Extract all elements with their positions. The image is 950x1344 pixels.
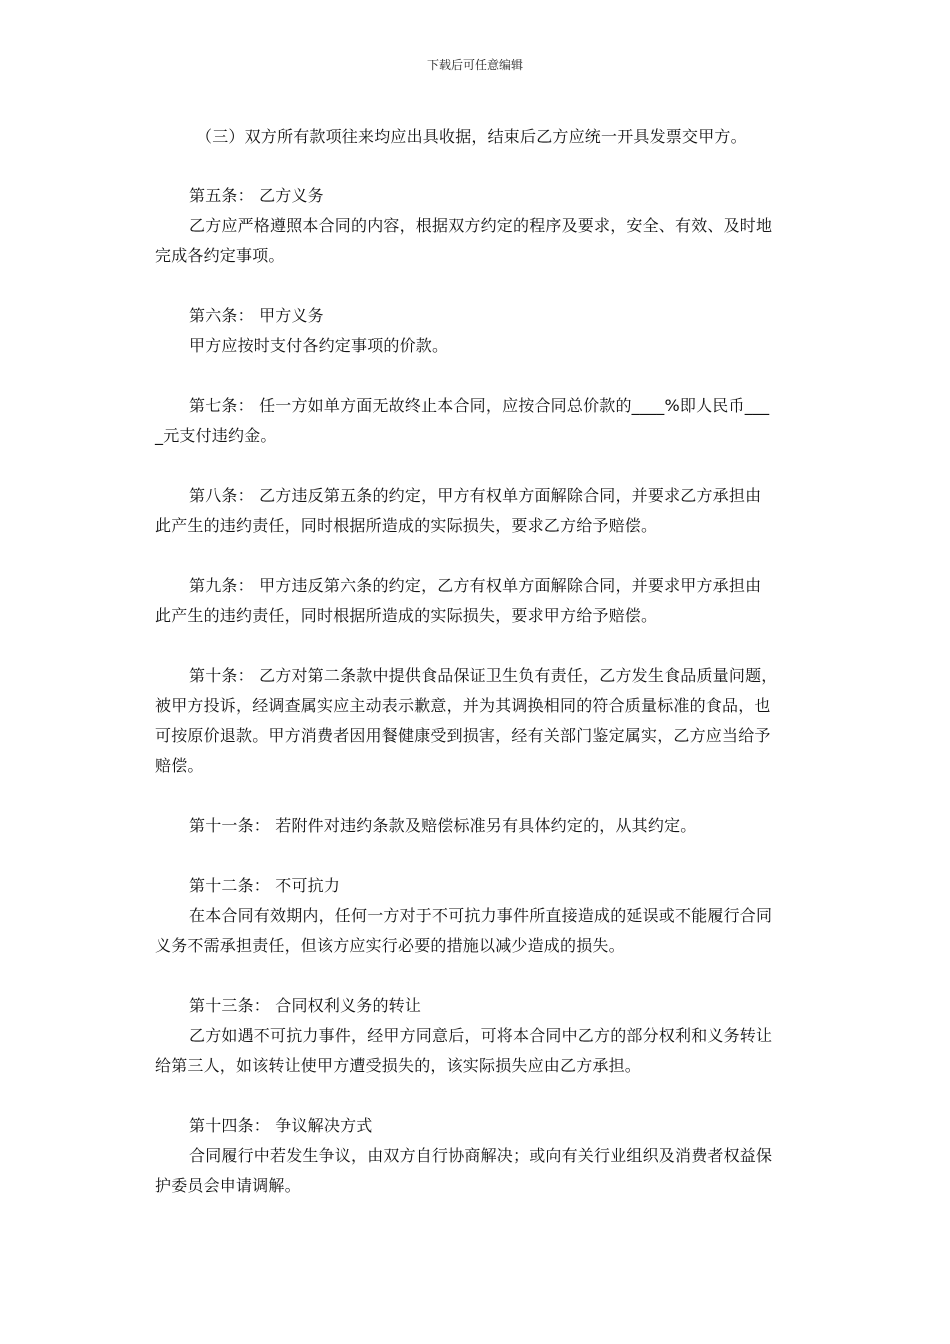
page-header: 下载后可任意编辑	[426, 58, 523, 72]
clause-4-3: （三）双方所有款项往来均应出具收据，结束后乙方应统一开具发票交甲方。	[196, 127, 747, 146]
clause-14-text-1: 合同履行中若发生争议，由双方自行协商解决；或向有关行业组织及消费者权益保	[189, 1146, 773, 1165]
clause-10-text-4: 赔偿。	[155, 756, 204, 775]
clause-7-text-2: _元支付违约金。	[155, 426, 277, 445]
clause-13-title: 第十三条： 合同权利义务的转让	[189, 996, 422, 1015]
clause-13-text-2: 给第三人，如该转让使甲方遭受损失的，该实际损失应由乙方承担。	[155, 1056, 642, 1075]
clause-13-text-1: 乙方如遇不可抗力事件，经甲方同意后，可将本合同中乙方的部分权利和义务转让	[189, 1026, 773, 1045]
clause-5-text-2: 完成各约定事项。	[155, 246, 285, 265]
clause-10-text-2: 被甲方投诉，经调查属实应主动表示歉意，并为其调换相同的符合质量标准的食品，也	[155, 696, 771, 715]
clause-10-text-1: 第十条： 乙方对第二条款中提供食品保证卫生负有责任，乙方发生食品质量问题，	[189, 666, 778, 685]
clause-9-text-1: 第九条： 甲方违反第六条的约定，乙方有权单方面解除合同，并要求甲方承担由	[189, 576, 762, 595]
clause-12-text-2: 义务不需承担责任，但该方应实行必要的措施以减少造成的损失。	[155, 936, 625, 955]
clause-8-text-2: 此产生的违约责任，同时根据所造成的实际损失，要求乙方给予赔偿。	[155, 516, 658, 535]
clause-9-text-2: 此产生的违约责任，同时根据所造成的实际损失，要求甲方给予赔偿。	[155, 606, 658, 625]
clause-11-text: 第十一条： 若附件对违约条款及赔偿标准另有具体约定的，从其约定。	[189, 816, 697, 835]
clause-6-title: 第六条： 甲方义务	[189, 306, 324, 325]
clause-14-text-2: 护委员会申请调解。	[155, 1176, 301, 1195]
clause-14-title: 第十四条： 争议解决方式	[189, 1116, 373, 1135]
clause-12-text-1: 在本合同有效期内，任何一方对于不可抗力事件所直接造成的延误或不能履行合同	[189, 906, 773, 925]
clause-12-title: 第十二条： 不可抗力	[189, 876, 341, 895]
clause-10-text-3: 可按原价退款。甲方消费者因用餐健康受到损害，经有关部门鉴定属实，乙方应当给予	[155, 726, 771, 745]
clause-5-text-1: 乙方应严格遵照本合同的内容，根据双方约定的程序及要求，安全、有效、及时地	[189, 216, 773, 235]
clause-7-text-1: 第七条： 任一方如单方面无故终止本合同，应按合同总价款的____%即人民币___	[189, 396, 770, 415]
clause-5-title: 第五条： 乙方义务	[189, 186, 324, 205]
clause-8-text-1: 第八条： 乙方违反第五条的约定，甲方有权单方面解除合同，并要求乙方承担由	[189, 486, 762, 505]
clause-6-text: 甲方应按时支付各约定事项的价款。	[189, 336, 449, 355]
